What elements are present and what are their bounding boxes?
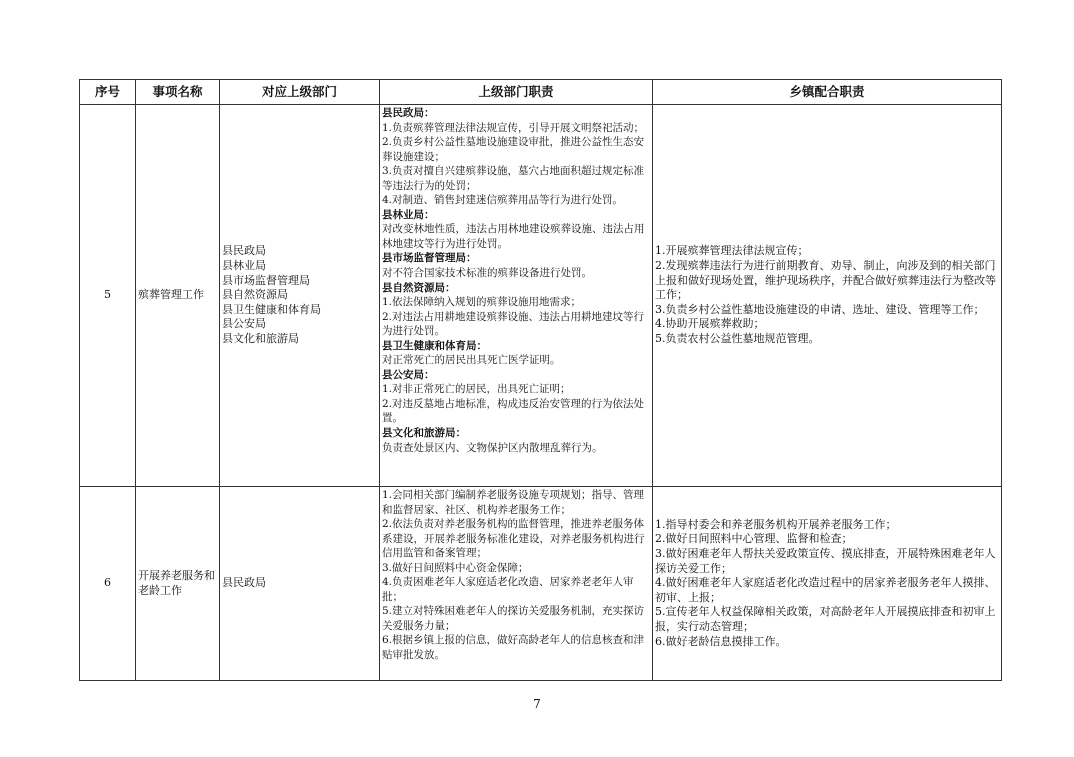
dept-heading: 县公安局： bbox=[382, 368, 435, 381]
cell-line: 5.宣传老年人权益保障相关政策，对高龄老年人开展摸底排查和初审上报，实行动态管理； bbox=[655, 605, 996, 633]
duty-line: 1.会同相关部门编制养老服务设施专项规划；指导、管理和监督居家、社区、机构养老服务工作； bbox=[382, 489, 645, 516]
duty-table bbox=[79, 79, 1002, 681]
cell-line: 县民政局 bbox=[222, 576, 266, 590]
duty-line: 6.根据乡镇上报的信息，做好高龄老年人的信息核查和津贴审批发放。 bbox=[382, 634, 645, 662]
duty-line: 1.负责殡葬管理法律法规宣传，引导开展文明祭祀活动； bbox=[382, 121, 645, 134]
table-row bbox=[80, 487, 1002, 681]
dept-heading: 县民政局： bbox=[382, 107, 435, 119]
row-township-duties bbox=[653, 487, 1002, 681]
cell-line: 2.发现殡葬违法行为进行前期教育、劝导、制止，向涉及到的相关部门上报和做好现场处置，维护现场秩序，并配合做好殡葬违法行为整改等工作； bbox=[655, 259, 996, 302]
duty-line: 2.依法负责对养老服务机构的监督管理，推进养老服务体系建设，开展养老服务标准化建设，对养老服务机构进行信用监管和备案管理； bbox=[382, 518, 645, 560]
cell-line: 6.做好老龄信息摸排工作。 bbox=[655, 634, 787, 648]
row-item-name: 殡葬管理工作 bbox=[136, 105, 220, 487]
duty-line: 1.对非正常死亡的居民，出具死亡证明； bbox=[382, 383, 571, 396]
duty-line: 5.建立对特殊困难老年人的探访关爱服务机制，充实探访关爱服务力量； bbox=[382, 605, 645, 632]
table-row bbox=[80, 105, 1002, 487]
row-departments bbox=[220, 105, 380, 487]
cell-line: 4.协助开展殡葬救助； bbox=[655, 317, 765, 331]
cell-line: 3.负责乡村公益性墓地设施建设的申请、选址、建设、管理等工作； bbox=[655, 302, 985, 316]
dept-heading: 县林业局： bbox=[382, 208, 435, 221]
cell-line: 1.开展殡葬管理法律法规宣传； bbox=[655, 244, 809, 258]
page-number: 7 bbox=[533, 697, 541, 711]
header-township-duties: 乡镇配合职责 bbox=[653, 80, 1002, 105]
duty-line: 负责查处景区内、文物保护区内散埋乱葬行为。 bbox=[382, 441, 603, 454]
dept-heading: 县自然资源局： bbox=[382, 281, 456, 294]
row-number: 5 bbox=[80, 105, 136, 487]
duty-line: 2.对违反墓地占地标准，构成违反治安管理的行为依法处置。 bbox=[382, 397, 645, 425]
cell-line: 县市场监督管理局 bbox=[222, 273, 310, 287]
header-row bbox=[80, 80, 1002, 105]
dept-heading: 县文化和旅游局： bbox=[382, 427, 466, 440]
dept-heading: 县卫生健康和体育局： bbox=[382, 339, 487, 352]
row-superior-duties bbox=[380, 105, 653, 487]
header-superior-dept: 对应上级部门 bbox=[220, 80, 380, 105]
duty-line: 对正常死亡的居民出具死亡医学证明。 bbox=[382, 354, 561, 367]
cell-line: 5.负责农村公益性墓地规范管理。 bbox=[655, 331, 820, 345]
dept-heading: 县市场监督管理局： bbox=[382, 252, 477, 265]
cell-line: 县公安局 bbox=[222, 317, 266, 331]
cell-line: 4.做好困难老年人家庭适老化改造过程中的居家养老服务老年人摸排、初审、上报； bbox=[655, 576, 996, 604]
cell-line: 县自然资源局 bbox=[222, 288, 288, 302]
duty-line: 2.负责乡村公益性墓地设施建设审批，推进公益性生态安葬设施建设； bbox=[382, 136, 645, 163]
cell-line: 1.指导村委会和养老服务机构开展养老服务工作； bbox=[655, 517, 897, 531]
row-township-duties bbox=[653, 105, 1002, 487]
header-item: 事项名称 bbox=[136, 80, 220, 105]
cell-line: 2.做好日间照料中心管理、监督和检查； bbox=[655, 532, 853, 546]
row-superior-duties bbox=[380, 487, 653, 681]
row-departments bbox=[220, 487, 380, 681]
cell-line: 3.做好困难老年人帮扶关爱政策宣传、摸底排查，开展特殊困难老年人探访关爱工作； bbox=[655, 547, 996, 575]
header-superior-duties: 上级部门职责 bbox=[380, 80, 653, 105]
cell-line: 县文化和旅游局 bbox=[222, 331, 299, 345]
cell-line: 县卫生健康和体育局 bbox=[222, 302, 321, 316]
row-number: 6 bbox=[80, 487, 136, 681]
duty-line: 4.对制造、销售封建迷信殡葬用品等行为进行处罚。 bbox=[382, 194, 624, 207]
duty-line: 1.依法保障纳入规划的殡葬设施用地需求； bbox=[382, 296, 582, 309]
header-no: 序号 bbox=[80, 80, 136, 105]
cell-line: 县林业局 bbox=[222, 259, 266, 273]
row-item-name: 开展养老服务和老龄工作 bbox=[136, 487, 220, 681]
duty-line: 对不符合国家技术标准的殡葬设备进行处罚。 bbox=[382, 267, 592, 280]
cell-line: 县民政局 bbox=[222, 244, 266, 258]
duty-line: 对改变林地性质，违法占用林地建设殡葬设施、违法占用林地建坟等行为进行处罚。 bbox=[382, 223, 645, 250]
duty-line: 2.对违法占用耕地建设殡葬设施、违法占用耕地建坟等行为进行处罚。 bbox=[382, 310, 645, 338]
duty-line: 4.负责困难老年人家庭适老化改造、居家养老老年人审批； bbox=[382, 576, 634, 603]
duty-line: 3.负责对擅自兴建殡葬设施，墓穴占地面积超过规定标准等违法行为的处罚； bbox=[382, 165, 645, 192]
duty-line: 3.做好日间照料中心资金保障； bbox=[382, 561, 529, 574]
